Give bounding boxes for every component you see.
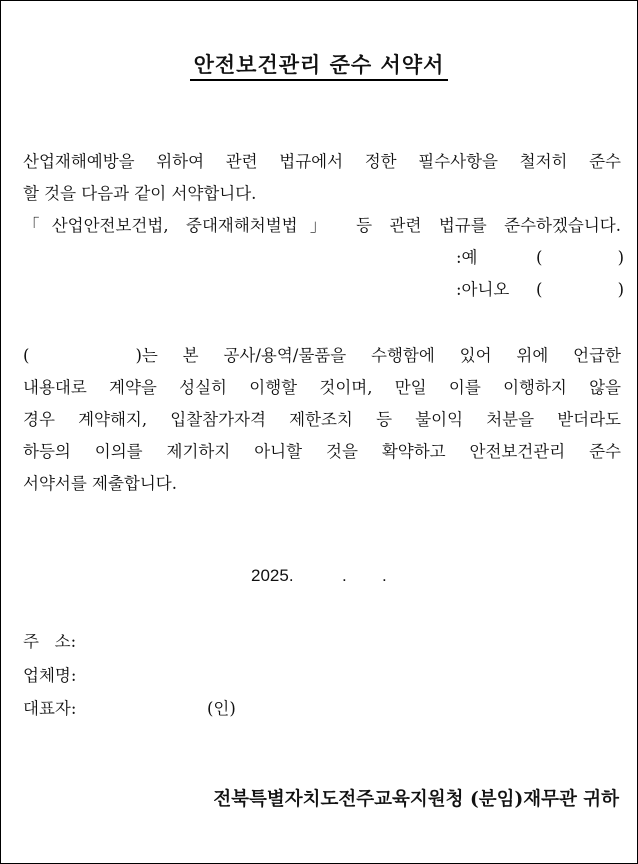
option-yes-label: :예	[456, 248, 478, 267]
title-text: 안전보건관리 준수 서약서	[190, 52, 449, 81]
option-yes-open: (	[536, 248, 543, 267]
intro-line-1: 산업재해예방을 위하여 관련 법규에서 정한 필수사항을 철저히 준수	[23, 152, 621, 171]
option-yes-close: )	[617, 248, 624, 267]
company-name-field: 업체명:	[23, 666, 77, 685]
option-no-open: (	[536, 280, 543, 299]
pledge-paragraph	[23, 340, 621, 500]
pledge-line-4: 하등의 이의를 제기하지 아니할 것을 확약하고 안전보건관리 준수	[23, 442, 621, 461]
option-no-label: :아니오	[456, 280, 510, 299]
company-blank-open: (	[23, 346, 30, 365]
seal-mark: (인)	[207, 699, 236, 718]
pledge-line-3: 경우 계약해지, 입찰참가자격 제한조치 등 불이익 처분을 받더라도	[23, 410, 621, 429]
consent-options	[456, 242, 626, 306]
pledge-line-2: 내용대로 계약을 성실히 이행할 것이며, 만일 이를 이행하지 않을	[23, 378, 621, 397]
address-field: 주 소:	[23, 632, 77, 651]
document-title	[1, 49, 637, 79]
pledge-line-1-text: )는 본 공사/용역/물품을 수행함에 있어 위에 언급한	[135, 346, 621, 365]
date-line	[251, 566, 387, 586]
date-year: 2025.	[251, 566, 294, 585]
pledge-line-1	[23, 340, 621, 372]
date-day-sep: .	[382, 566, 387, 585]
intro-line-2: 할 것을 다음과 같이 서약합니다.	[23, 184, 257, 203]
date-month-sep: .	[342, 566, 347, 585]
intro-paragraph	[23, 146, 621, 242]
option-no[interactable]	[456, 274, 626, 306]
addressee: 전북특별자치도전주교육지원청 (분임)재무관 귀하	[213, 789, 619, 810]
intro-line-3: 「산업안전보건법, 중대재해처벌법」 등 관련 법규를 준수하겠습니다.	[23, 216, 621, 235]
option-no-close: )	[617, 280, 624, 299]
pledge-line-5: 서약서를 제출합니다.	[23, 474, 177, 493]
representative-field: 대표자:	[23, 699, 77, 718]
option-yes[interactable]	[456, 242, 626, 274]
